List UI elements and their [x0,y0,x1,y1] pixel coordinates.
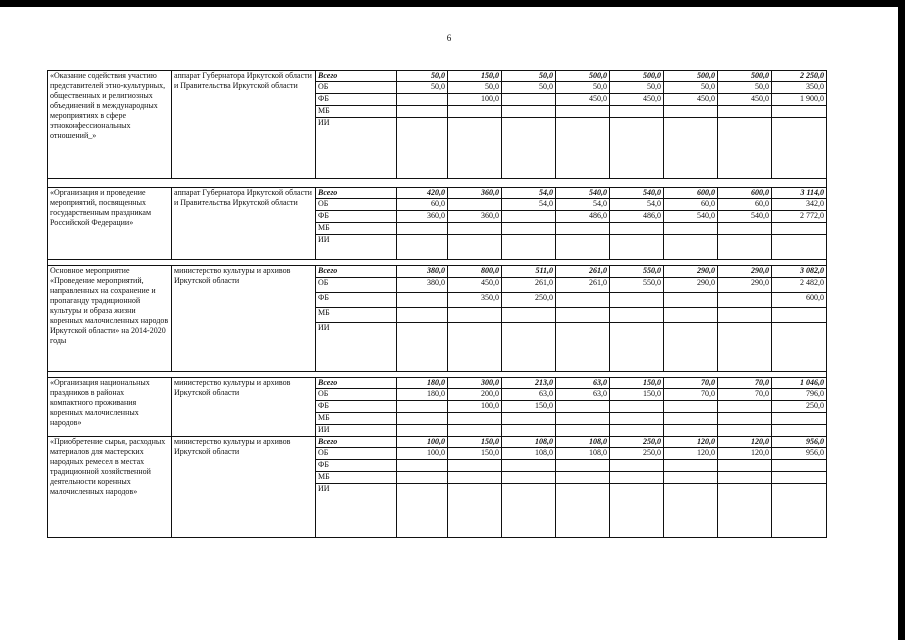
amount-cell [718,472,772,484]
amount-cell [772,106,827,118]
amount-cell: 63,0 [556,378,610,389]
funding-source: Всего [316,437,397,448]
amount-cell: 380,0 [397,266,448,278]
amount-cell: 100,0 [397,437,448,448]
amount-cell [772,472,827,484]
amount-cell [502,118,556,179]
funding-source: ФБ [316,211,397,223]
amount-cell [610,484,664,538]
amount-cell [556,223,610,235]
amount-cell: 450,0 [556,94,610,106]
amount-cell: 450,0 [718,94,772,106]
amount-cell: 120,0 [664,448,718,460]
amount-cell [556,484,610,538]
amount-cell: 108,0 [502,448,556,460]
amount-cell: 50,0 [502,82,556,94]
amount-cell: 261,0 [502,278,556,293]
amount-cell: 796,0 [772,389,827,401]
amount-cell [556,460,610,472]
amount-cell: 100,0 [448,401,502,413]
funding-source: ИИ [316,118,397,179]
amount-cell [556,323,610,372]
amount-cell: 290,0 [664,278,718,293]
amount-cell [610,460,664,472]
amount-cell: 261,0 [556,266,610,278]
amount-cell: 63,0 [502,389,556,401]
amount-cell: 486,0 [610,211,664,223]
amount-cell: 1 046,0 [772,378,827,389]
amount-cell [397,472,448,484]
activity-name: «Приобретение сырья, расходных материалов для мастерских народных ремесел в местах традиционной хозяйственной деятельности коренных малочисленных народов» [48,437,172,538]
amount-cell [502,223,556,235]
amount-cell [772,460,827,472]
amount-cell: 60,0 [664,199,718,211]
amount-cell: 54,0 [610,199,664,211]
funding-source: Всего [316,266,397,278]
amount-cell: 50,0 [448,82,502,94]
amount-cell: 290,0 [718,266,772,278]
amount-cell [718,293,772,308]
amount-cell [448,199,502,211]
amount-cell [502,211,556,223]
amount-cell [610,293,664,308]
amount-cell: 70,0 [664,378,718,389]
total-row [48,71,827,82]
amount-cell [556,472,610,484]
amount-cell [610,323,664,372]
total-row [48,378,827,389]
amount-cell [718,308,772,323]
amount-cell [502,472,556,484]
amount-cell: 70,0 [718,389,772,401]
amount-cell [502,308,556,323]
amount-cell [664,460,718,472]
amount-cell: 150,0 [448,437,502,448]
amount-cell: 70,0 [664,389,718,401]
total-row [48,188,827,199]
activity-name: Основное мероприятие «Проведение мероприятий, направленных на сохранение и пропаганду традиционной культуры и образа жизни коренных малочисленных народов Иркутской области» на 2014-2020 годы [48,266,172,372]
amount-cell: 60,0 [718,199,772,211]
amount-cell [610,413,664,425]
amount-cell: 540,0 [664,211,718,223]
amount-cell: 486,0 [556,211,610,223]
amount-cell: 50,0 [610,82,664,94]
amount-cell: 511,0 [502,266,556,278]
amount-cell [397,401,448,413]
amount-cell: 2 772,0 [772,211,827,223]
amount-cell [718,413,772,425]
amount-cell: 956,0 [772,437,827,448]
amount-cell: 63,0 [556,389,610,401]
amount-cell: 250,0 [772,401,827,413]
funding-source: ОБ [316,199,397,211]
amount-cell: 50,0 [664,82,718,94]
amount-cell [556,401,610,413]
amount-cell [664,413,718,425]
amount-cell [556,235,610,260]
amount-cell [556,118,610,179]
amount-cell [664,223,718,235]
amount-cell [664,293,718,308]
amount-cell [772,323,827,372]
amount-cell [718,460,772,472]
funding-source: ИИ [316,425,397,437]
funding-source: ОБ [316,389,397,401]
amount-cell [664,484,718,538]
amount-cell: 500,0 [718,71,772,82]
amount-cell: 150,0 [448,448,502,460]
amount-cell [772,308,827,323]
amount-cell [397,413,448,425]
amount-cell [718,235,772,260]
amount-cell [397,223,448,235]
amount-cell [664,118,718,179]
amount-cell: 54,0 [502,188,556,199]
amount-cell: 120,0 [718,437,772,448]
amount-cell: 360,0 [448,211,502,223]
amount-cell [610,235,664,260]
amount-cell [448,235,502,260]
funding-source: ИИ [316,235,397,260]
amount-cell [556,425,610,437]
amount-cell: 600,0 [772,293,827,308]
amount-cell: 360,0 [448,188,502,199]
amount-cell [664,106,718,118]
amount-cell [718,425,772,437]
amount-cell [502,235,556,260]
block-spacer [48,179,827,188]
amount-cell [448,106,502,118]
amount-cell: 108,0 [556,448,610,460]
amount-cell: 350,0 [448,293,502,308]
amount-cell [448,413,502,425]
executor-name: аппарат Губернатора Иркутской области и Правительства Иркутской области [172,71,316,179]
funding-source: ФБ [316,293,397,308]
executor-name: министерство культуры и архивов Иркутской области [172,378,316,437]
amount-cell [448,472,502,484]
amount-cell [556,413,610,425]
amount-cell: 54,0 [502,199,556,211]
amount-cell [556,293,610,308]
amount-cell [448,308,502,323]
activity-name: «Организация и проведение мероприятий, посвященных государственным праздникам Российской Федерации» [48,188,172,260]
amount-cell: 180,0 [397,378,448,389]
amount-cell [664,425,718,437]
amount-cell [610,223,664,235]
amount-cell [397,308,448,323]
funding-source: МБ [316,413,397,425]
amount-cell: 50,0 [718,82,772,94]
amount-cell: 2 250,0 [772,71,827,82]
budget-table [47,70,827,538]
amount-cell [556,106,610,118]
amount-cell [610,401,664,413]
amount-cell: 70,0 [718,378,772,389]
funding-source: ФБ [316,401,397,413]
amount-cell [610,472,664,484]
amount-cell [502,106,556,118]
amount-cell: 60,0 [397,199,448,211]
amount-cell [718,323,772,372]
amount-cell [502,425,556,437]
amount-cell: 54,0 [556,199,610,211]
amount-cell: 956,0 [772,448,827,460]
funding-source: МБ [316,223,397,235]
amount-cell [772,413,827,425]
amount-cell [664,401,718,413]
amount-cell: 1 900,0 [772,94,827,106]
amount-cell [772,484,827,538]
amount-cell: 100,0 [448,94,502,106]
amount-cell: 3 114,0 [772,188,827,199]
funding-source: Всего [316,378,397,389]
amount-cell [502,460,556,472]
amount-cell [448,223,502,235]
funding-source: Всего [316,71,397,82]
amount-cell: 540,0 [718,211,772,223]
funding-source: Всего [316,188,397,199]
amount-cell [448,118,502,179]
amount-cell: 600,0 [718,188,772,199]
amount-cell [448,460,502,472]
amount-cell [502,323,556,372]
amount-cell [772,223,827,235]
amount-cell: 300,0 [448,378,502,389]
executor-name: министерство культуры и архивов Иркутской области [172,266,316,372]
amount-cell [718,106,772,118]
amount-cell [610,308,664,323]
amount-cell [397,106,448,118]
amount-cell [397,293,448,308]
amount-cell [610,106,664,118]
amount-cell [448,323,502,372]
amount-cell: 500,0 [664,71,718,82]
amount-cell [397,235,448,260]
amount-cell: 250,0 [610,437,664,448]
amount-cell: 50,0 [397,71,448,82]
amount-cell [718,118,772,179]
amount-cell [502,94,556,106]
funding-source: ФБ [316,460,397,472]
amount-cell: 150,0 [610,378,664,389]
amount-cell: 213,0 [502,378,556,389]
amount-cell: 540,0 [610,188,664,199]
executor-name: аппарат Губернатора Иркутской области и Правительства Иркутской области [172,188,316,260]
amount-cell: 180,0 [397,389,448,401]
amount-cell: 450,0 [448,278,502,293]
amount-cell [664,472,718,484]
amount-cell: 150,0 [448,71,502,82]
amount-cell [397,460,448,472]
amount-cell [610,425,664,437]
amount-cell [664,235,718,260]
amount-cell: 250,0 [502,293,556,308]
amount-cell: 50,0 [397,82,448,94]
amount-cell: 3 082,0 [772,266,827,278]
funding-source: ОБ [316,448,397,460]
amount-cell: 450,0 [610,94,664,106]
funding-source: ФБ [316,94,397,106]
amount-cell [718,401,772,413]
funding-source: ОБ [316,278,397,293]
amount-cell: 50,0 [556,82,610,94]
amount-cell: 360,0 [397,211,448,223]
amount-cell [664,308,718,323]
amount-cell: 450,0 [664,94,718,106]
funding-source: ИИ [316,484,397,538]
amount-cell: 380,0 [397,278,448,293]
amount-cell: 108,0 [502,437,556,448]
amount-cell [397,94,448,106]
activity-name: «Оказание содействия участию представителей этно-культурных, общественных и религиозных объединений в международных мероприятиях в сфере этноконфессиональных отношений_» [48,71,172,179]
amount-cell: 550,0 [610,278,664,293]
amount-cell: 150,0 [502,401,556,413]
amount-cell: 540,0 [556,188,610,199]
amount-cell [772,235,827,260]
amount-cell [397,484,448,538]
amount-cell: 250,0 [610,448,664,460]
amount-cell: 150,0 [610,389,664,401]
amount-cell: 50,0 [502,71,556,82]
total-row [48,437,827,448]
funding-source: МБ [316,106,397,118]
amount-cell [448,484,502,538]
amount-cell: 500,0 [610,71,664,82]
amount-cell: 600,0 [664,188,718,199]
funding-source: ОБ [316,82,397,94]
executor-name: министерство культуры и архивов Иркутской области [172,437,316,538]
amount-cell [502,413,556,425]
amount-cell [718,223,772,235]
amount-cell: 261,0 [556,278,610,293]
amount-cell [610,118,664,179]
page-number: 6 [446,33,452,43]
amount-cell: 290,0 [718,278,772,293]
activity-name: «Организация национальных праздников в районах компактного проживания коренных малочисленных народов» [48,378,172,437]
amount-cell [718,484,772,538]
amount-cell [397,323,448,372]
amount-cell: 200,0 [448,389,502,401]
amount-cell: 108,0 [556,437,610,448]
amount-cell: 500,0 [556,71,610,82]
amount-cell: 800,0 [448,266,502,278]
amount-cell: 420,0 [397,188,448,199]
funding-source: ИИ [316,323,397,372]
amount-cell: 342,0 [772,199,827,211]
amount-cell: 120,0 [664,437,718,448]
amount-cell: 290,0 [664,266,718,278]
amount-cell [502,484,556,538]
total-row [48,266,827,278]
amount-cell: 550,0 [610,266,664,278]
amount-cell: 120,0 [718,448,772,460]
amount-cell [556,308,610,323]
amount-cell [397,425,448,437]
amount-cell: 2 482,0 [772,278,827,293]
amount-cell: 100,0 [397,448,448,460]
amount-cell [772,425,827,437]
amount-cell: 350,0 [772,82,827,94]
amount-cell [664,323,718,372]
amount-cell [772,118,827,179]
amount-cell [448,425,502,437]
amount-cell [397,118,448,179]
funding-source: МБ [316,472,397,484]
document-page [0,7,898,640]
funding-source: МБ [316,308,397,323]
